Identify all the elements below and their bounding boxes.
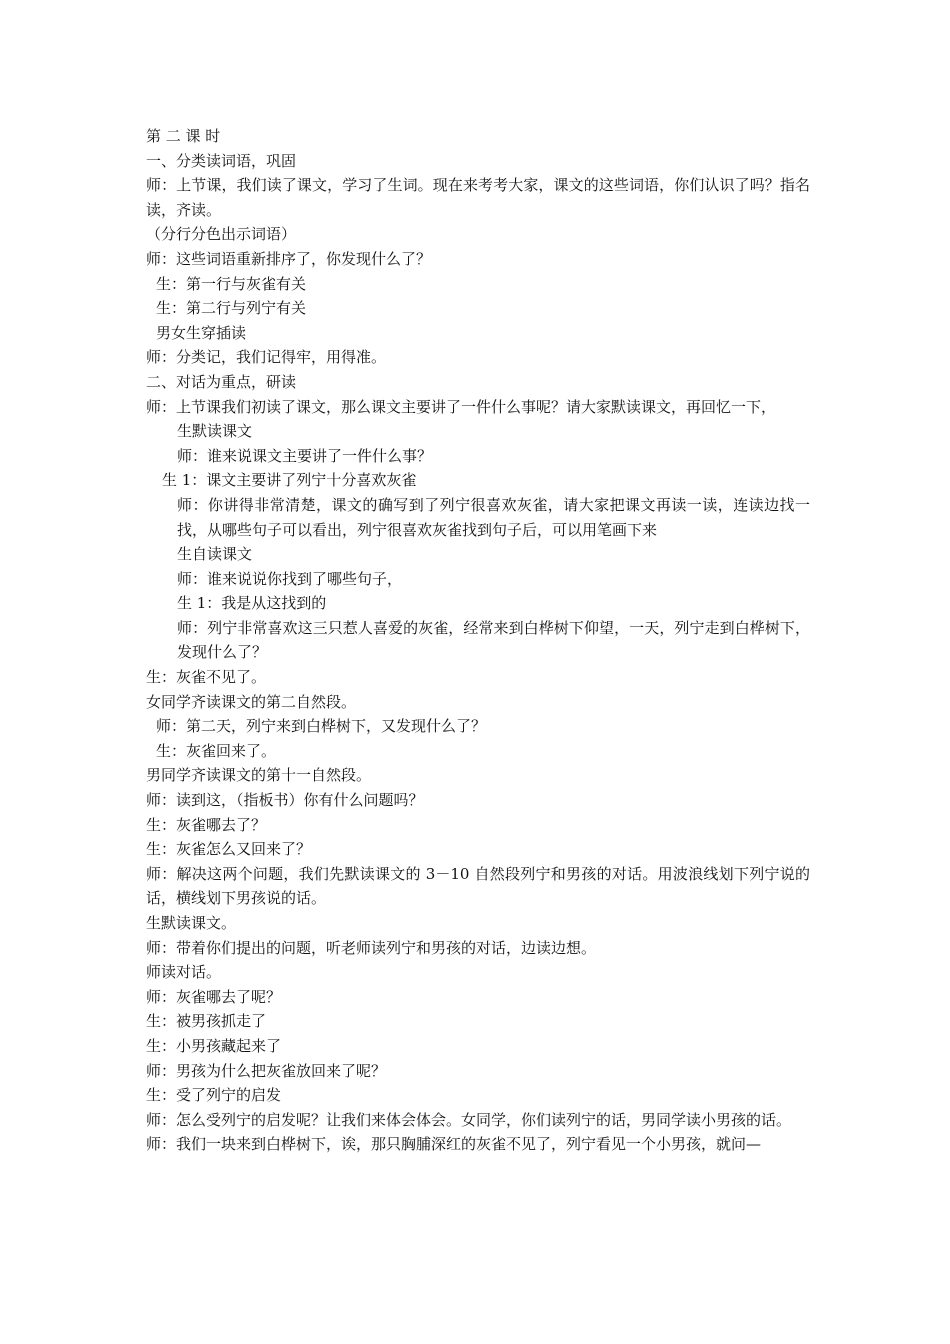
lesson-text xyxy=(146,124,810,1157)
text-line: 生：被男孩抓走了 xyxy=(146,1012,267,1031)
text-line: 师：带着你们提出的问题，听老师读列宁和男孩的对话，边读边想。 xyxy=(146,938,597,957)
text-line: 生 1：我是从这找到的 xyxy=(177,594,327,613)
text-line: 师：读到这，（指板书）你有什么问题吗？ xyxy=(146,791,424,810)
text-line: 生：第二行与列宁有关 xyxy=(156,299,307,318)
text-line: 生默读课文。 xyxy=(146,914,237,932)
text-line: 师读对话。 xyxy=(146,963,222,982)
text-line: 生 1：课文主要讲了列宁十分喜欢灰雀 xyxy=(162,471,417,490)
text-line: 男女生穿插读 xyxy=(156,323,247,342)
text-line: 师：谁来说说你找到了哪些句子， xyxy=(177,569,403,588)
text-line: 生默读课文 xyxy=(177,422,253,441)
text-line: 生自读课文 xyxy=(177,545,253,564)
text-line: 师：我们一块来到白桦树下，诶，那只胸脯深红的灰雀不见了，列宁看见一个小男孩，就问— xyxy=(146,1135,762,1154)
text-line: 师：解决这两个问题，我们先默读课文的 3－10 自然段列宁和男孩的对话。用波浪线划下列宁说的话，横线划下男孩说的话。 xyxy=(146,864,810,908)
text-line: 师：分类记，我们记得牢，用得准。 xyxy=(146,348,387,367)
text-line: 生：第一行与灰雀有关 xyxy=(156,274,307,293)
text-line: 生：灰雀哪去了？ xyxy=(146,815,267,834)
text-line: 女同学齐读课文的第二自然段。 xyxy=(146,692,357,711)
text-line: 师：灰雀哪去了呢？ xyxy=(146,987,282,1006)
text-line: 一、分类读词语，巩固 xyxy=(146,151,297,170)
text-line: 生：灰雀回来了。 xyxy=(156,741,277,760)
text-line: 男同学齐读课文的第十一自然段。 xyxy=(146,766,372,785)
text-line: 师：你讲得非常清楚，课文的确写到了列宁很喜欢灰雀，请大家把课文再读一读，连读边找一找，从哪些句子可以看出，列宁很喜欢灰雀找到句子后，可以用笔画下来 xyxy=(177,495,810,539)
text-line: 师：男孩为什么把灰雀放回来了呢？ xyxy=(146,1061,387,1080)
text-line: 师：谁来说课文主要讲了一件什么事？ xyxy=(177,446,433,465)
text-line: 第 二 课 时 xyxy=(146,127,221,145)
text-line: （分行分色出示词语） xyxy=(146,225,297,244)
text-line: 生：灰雀不见了。 xyxy=(146,668,267,687)
text-line: 师：列宁非常喜欢这三只惹人喜爱的灰雀，经常来到白桦树下仰望，一天，列宁走到白桦树下，发现什么了？ xyxy=(177,618,810,662)
text-line: 师：上节课，我们读了课文，学习了生词。现在来考考大家，课文的这些词语，你们认识了吗？指名读，齐读。 xyxy=(146,176,810,219)
text-line: 生：灰雀怎么又回来了？ xyxy=(146,840,312,859)
text-line: 师：怎么受列宁的启发呢？让我们来体会体会。女同学，你们读列宁的话，男同学读小男孩的话。 xyxy=(146,1110,792,1129)
text-line: 师：这些词语重新排序了，你发现什么了？ xyxy=(146,249,432,268)
text-line: 生：受了列宁的启发 xyxy=(146,1086,282,1105)
text-line: 师：上节课我们初读了课文，那么课文主要讲了一件什么事呢？请大家默读课文，再回忆一下， xyxy=(146,397,777,416)
text-line: 二、对话为重点，研读 xyxy=(146,372,297,391)
text-line: 生：小男孩藏起来了 xyxy=(146,1036,282,1055)
text-line: 师：第二天，列宁来到白桦树下，又发现什么了？ xyxy=(156,717,487,736)
